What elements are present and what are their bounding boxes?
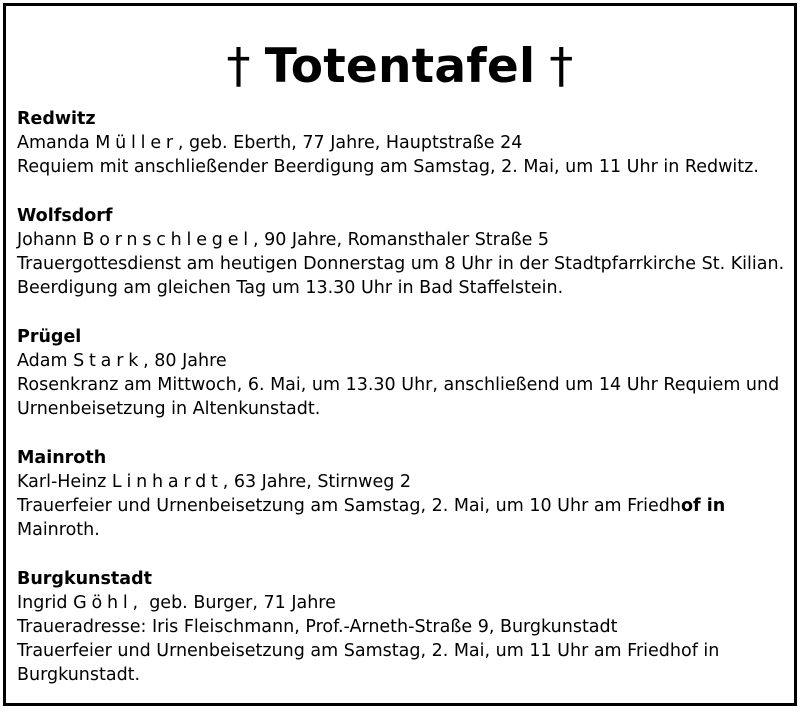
- entry-first-name: Karl-Heinz: [17, 472, 112, 492]
- entry-last-name: Bornschlegel: [82, 230, 253, 250]
- cross-icon: †: [226, 38, 251, 94]
- entry-details: , 80 Jahre: [143, 351, 227, 371]
- entry-first-name: Johann: [17, 230, 83, 250]
- entry-redwitz: [17, 107, 787, 179]
- entry-text-normal: Trauerfeier und Urnenbeisetzung am Samstag, 2. Mai, um 10 Uhr am Friedh: [17, 496, 681, 516]
- entry-details: , geb. Eberth, 77 Jahre, Hauptstraße 24: [177, 133, 523, 153]
- entry-mainroth: [17, 446, 787, 542]
- entry-place: Mainroth: [17, 448, 107, 468]
- entry-place: Redwitz: [17, 109, 96, 129]
- entry-text-line: [17, 494, 787, 518]
- entry-details: , geb. Burger, 71 Jahre: [132, 593, 336, 613]
- entry-last-name: Stark: [73, 351, 144, 371]
- entry-last-name: Müller: [95, 133, 178, 153]
- entry-text-line: Rosenkranz am Mittwoch, 6. Mai, um 13.30 Uhr, anschließend um 14 Uhr Requiem und: [17, 375, 780, 395]
- entry-burgkunstadt: [17, 567, 787, 687]
- cross-icon: †: [549, 38, 574, 94]
- entry-name-line: [17, 470, 787, 494]
- entry-text-line: Beerdigung am gleichen Tag um 13.30 Uhr in Bad Staffelstein.: [17, 278, 564, 298]
- title-text: Totentafel: [264, 39, 536, 94]
- entry-text-line: Trauergottesdienst am heutigen Donnerstag um 8 Uhr in der Stadtpfarrkirche St. Kilian.: [17, 254, 785, 274]
- entry-details: , 90 Jahre, Romansthaler Straße 5: [252, 230, 550, 250]
- entry-text-bold: of in: [680, 496, 726, 516]
- entry-details: , 63 Jahre, Stirnweg 2: [222, 472, 412, 492]
- entry-place: Prügel: [17, 327, 82, 347]
- entry-name-line: [17, 131, 787, 155]
- entry-last-name: Göhl: [73, 593, 133, 613]
- entry-first-name: Adam: [17, 351, 74, 371]
- entry-text-line: Trauerfeier und Urnenbeisetzung am Samstag, 2. Mai, um 11 Uhr am Friedhof in: [17, 641, 720, 661]
- entry-first-name: Amanda: [17, 133, 96, 153]
- entry-name-line: [17, 591, 787, 615]
- entry-text-line: Burgkunstadt.: [17, 665, 141, 685]
- entry-wolfsdorf: [17, 204, 787, 300]
- entry-place: Wolfsdorf: [17, 206, 113, 226]
- entry-place: Burgkunstadt: [17, 569, 152, 589]
- entry-last-name: Linhardt: [111, 472, 223, 492]
- obituary-frame: [3, 3, 797, 706]
- obituary-list: [17, 107, 787, 712]
- entry-name-line: [17, 349, 787, 373]
- entry-name-line: [17, 228, 787, 252]
- entry-text-line: Requiem mit anschließender Beerdigung am Samstag, 2. Mai, um 11 Uhr in Redwitz.: [17, 157, 759, 177]
- entry-text-line: Traueradresse: Iris Fleischmann, Prof.-Arneth-Straße 9, Burgkunstadt: [17, 617, 618, 637]
- entry-pruegel: [17, 325, 787, 421]
- entry-text-line: Urnenbeisetzung in Altenkunstadt.: [17, 399, 321, 419]
- entry-first-name: Ingrid: [17, 593, 74, 613]
- entry-text-line: Mainroth.: [17, 520, 100, 540]
- page-title: [6, 36, 794, 97]
